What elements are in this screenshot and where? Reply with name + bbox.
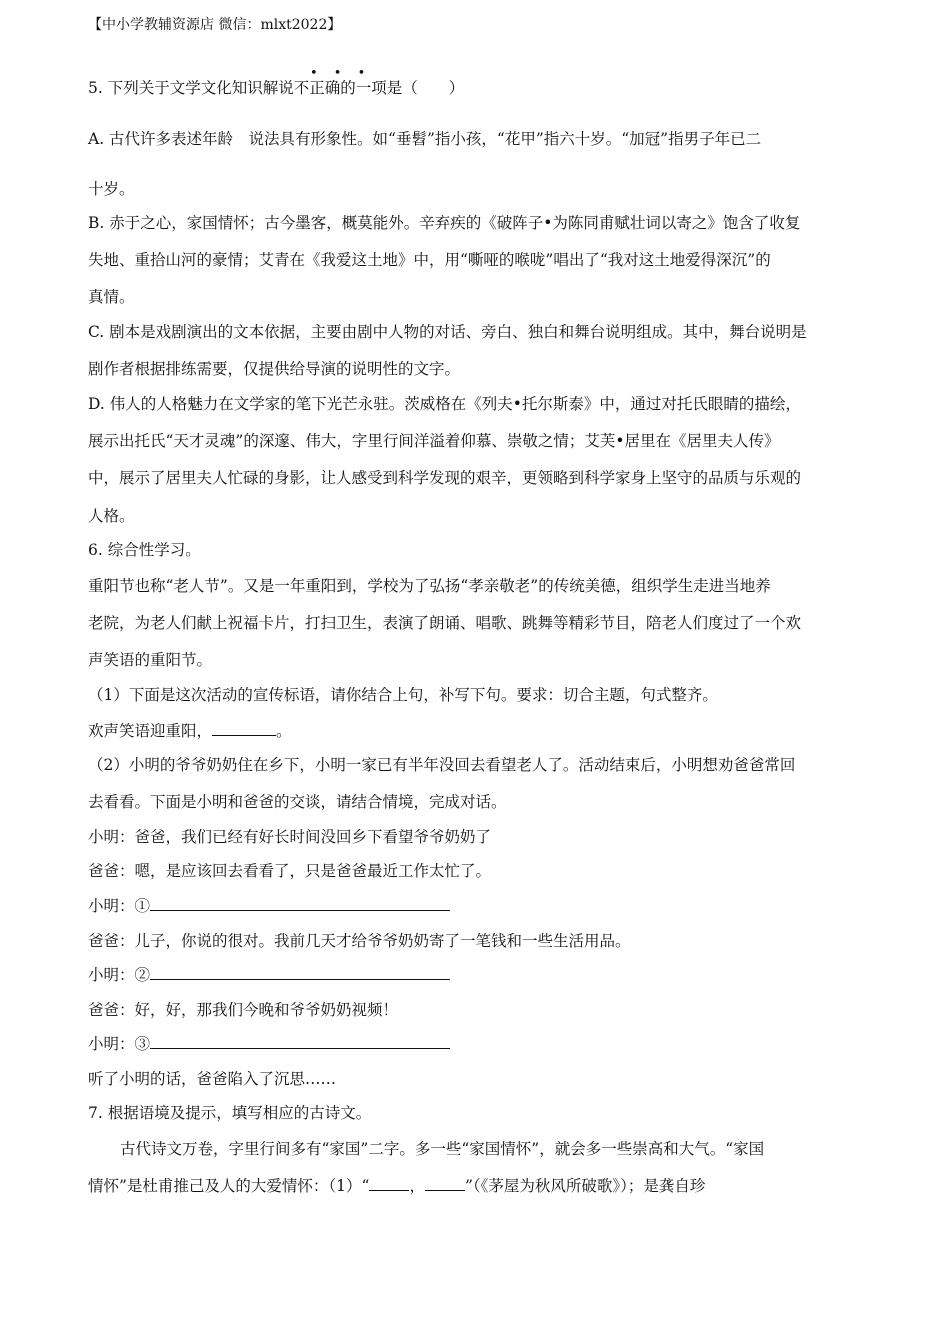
q6-sub1-end: 。: [276, 722, 292, 740]
dialogue-line-3: [88, 894, 450, 916]
dialogue-line-2: 爸爸：嗯，是应该回去看看了，只是爸爸最近工作太忙了。: [88, 862, 492, 880]
dialogue-blank-1[interactable]: [150, 896, 450, 911]
dialogue-speaker-7: 小明：③: [88, 1035, 151, 1053]
q5-option-d-line2: 展示出托氏“天才灵魂”的深邃、伟大，字里行间洋溢着仰慕、崇敬之情；艾芙•居里在《居里夫人传》: [88, 432, 780, 450]
q6-paragraph-line3: 声笑语的重阳节。: [88, 651, 213, 669]
q6-sub1: （1）下面是这次活动的宣传标语，请你结合上句，补写下句。要求：切合主题，句式整齐。: [88, 686, 718, 704]
page-header: 【中小学教辅资源店 微信：mlxt2022】: [88, 17, 342, 33]
q5-option-b-line3: 真情。: [88, 288, 135, 306]
q6-sub2-line2: 去看看。下面是小明和爸爸的交谈，请结合情境，完成对话。: [88, 793, 507, 811]
dialogue-line-6: 爸爸：好，好，那我们今晚和爷爷奶奶视频！: [88, 1001, 399, 1019]
q5-option-c-line1: C. 剧本是戏剧演出的文本依据，主要由剧中人物的对话、旁白、独白和舞台说明组成。其中，舞台说明是: [88, 323, 807, 341]
q7-separator: ，: [409, 1177, 425, 1195]
dialogue-blank-2[interactable]: [150, 965, 450, 980]
q6-sub2-line1: （2）小明的爷爷奶奶住在乡下，小明一家已有半年没回去看望老人了。活动结束后，小明想劝爸爸常回: [88, 756, 796, 774]
q7-prompt: 情怀”是杜甫推己及人的大爱情怀：（1）“: [88, 1177, 370, 1195]
q5-option-b-line1: B. 赤于之心，家国情怀；古今墨客，概莫能外。辛弃疾的《破阵子•为陈同甫赋壮词以寄之》饱含了收复: [88, 214, 801, 232]
dialogue-line-8: 听了小明的话，爸爸陷入了沉思……: [88, 1070, 337, 1088]
q5-option-a-line2: 十岁。: [88, 180, 135, 198]
dialogue-line-5: [88, 963, 450, 985]
dialogue-line-7: [88, 1032, 450, 1054]
q7-blank-2[interactable]: [425, 1176, 465, 1191]
q7-paragraph-line1: 古代诗文万卷，字里行间多有“家国”二字。多一些“家国情怀”，就会多一些崇高和大气。“家国: [120, 1140, 765, 1158]
q5-option-d-line3: 中，展示了居里夫人忙碌的身影，让人感受到科学发现的艰辛，更领略到科学家身上坚守的品质与乐观的: [88, 469, 802, 487]
q7-paragraph-line2: [88, 1174, 705, 1196]
q6-paragraph-line1: 重阳节也称“老人节”。又是一年重阳到，学校为了弘扬“孝亲敬老”的传统美德，组织学生走进当地养: [88, 577, 771, 595]
dialogue-speaker-5: 小明：②: [88, 966, 151, 984]
q5-option-b-line2: 失地、重拾山河的豪情；艾青在《我爱这土地》中，用“嘶哑的喉咙”唱出了“我对这土地爱得深沉”的: [88, 251, 771, 269]
q6-sub1-blank[interactable]: [212, 721, 276, 736]
dialogue-blank-3[interactable]: [150, 1034, 450, 1049]
q5-option-c-line2: 剧作者根据排练需要，仅提供给导演的说明性的文字。: [88, 360, 461, 378]
dialogue-speaker-3: 小明：①: [88, 897, 151, 915]
q5-stem: 5. 下列关于文学文化知识解说不正确的一项是（ ）: [88, 79, 465, 97]
dialogue-line-1: 小明：爸爸，我们已经有好长时间没回乡下看望爷爷奶奶了: [88, 828, 492, 846]
emphasis-dots: • • •: [310, 66, 372, 81]
q6-sub1-answer-line: [88, 719, 292, 741]
dialogue-line-4: 爸爸：儿子，你说的很对。我前几天才给爷爷奶奶寄了一笔钱和一些生活用品。: [88, 932, 631, 950]
q7-title: 7. 根据语境及提示，填写相应的古诗文。: [88, 1104, 372, 1122]
q5-option-d-line1: D. 伟人的人格魅力在文学家的笔下光芒永驻。茨威格在《列夫•托尔斯泰》中，通过对托氏眼睛的描绘，: [88, 395, 801, 413]
q6-title: 6. 综合性学习。: [88, 541, 201, 559]
q7-source: ”（《茅屋为秋风所破歌》）；是龚自珍: [464, 1177, 706, 1195]
q6-paragraph-line2: 老院，为老人们献上祝福卡片，打扫卫生，表演了朗诵、唱歌、跳舞等精彩节目，陪老人们度过了一个欢: [88, 614, 802, 632]
q6-sub1-prompt: 欢声笑语迎重阳，: [88, 722, 213, 740]
q5-option-a-line1: A. 古代许多表述年龄 说法具有形象性。如“垂髫”指小孩，“花甲”指六十岁。“加冠”指男子年已二: [88, 130, 762, 148]
q5-option-d-line4: 人格。: [88, 507, 135, 525]
q7-blank-1[interactable]: [369, 1176, 409, 1191]
